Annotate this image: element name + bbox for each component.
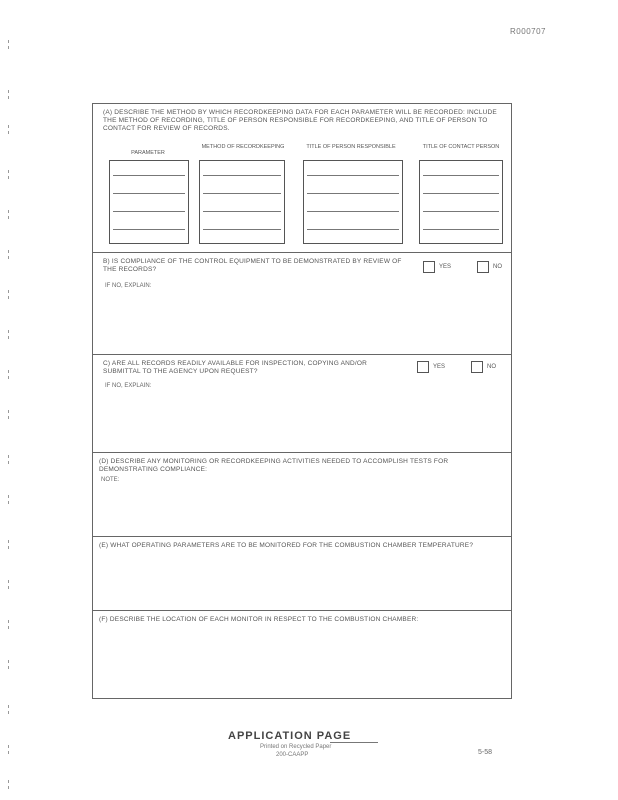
explain-label: IF NO, EXPLAIN: — [105, 283, 152, 289]
yes-option[interactable] — [423, 261, 451, 273]
section-monitoring-activities — [93, 452, 511, 537]
punch-mark — [8, 780, 12, 789]
section-monitor-location — [93, 610, 511, 700]
punch-mark — [8, 370, 12, 379]
punch-mark — [8, 745, 12, 754]
page-number: 5-58 — [478, 749, 493, 756]
section-recordkeeping-method — [93, 104, 511, 252]
punch-mark — [8, 90, 12, 99]
punch-mark — [8, 540, 12, 549]
question-c-text: C) ARE ALL RECORDS READILY AVAILABLE FOR INSPECTION, COPYING AND/OR SUBMITTAL TO THE AGENCY UPON REQUEST? — [103, 360, 368, 375]
explain-label: IF NO, EXPLAIN: — [105, 383, 152, 389]
yes-label: YES — [433, 364, 446, 370]
no-option[interactable] — [471, 361, 496, 373]
punch-mark — [8, 290, 12, 299]
yes-checkbox[interactable] — [417, 361, 429, 373]
column-responsible[interactable] — [303, 160, 403, 244]
punch-mark — [8, 660, 12, 669]
application-page-title: APPLICATION PAGE — [228, 730, 352, 742]
question-b-text: B) IS COMPLIANCE OF THE CONTROL EQUIPMENT TO BE DEMONSTRATED BY REVIEW OF THE RECORDS? — [103, 258, 402, 273]
footer-rule — [330, 742, 378, 743]
punch-mark — [8, 210, 12, 219]
no-checkbox[interactable] — [477, 261, 489, 273]
punch-mark — [8, 330, 12, 339]
section-compliance-review — [93, 252, 511, 355]
yes-label: YES — [439, 264, 452, 270]
column-parameter[interactable] — [109, 160, 189, 244]
no-label: NO — [493, 264, 502, 270]
question-e-text: (E) WHAT OPERATING PARAMETERS ARE TO BE MONITORED FOR THE COMBUSTION CHAMBER TEMPERATURE? — [99, 542, 474, 549]
question-d-text: (D) DESCRIBE ANY MONITORING OR RECORDKEEPING ACTIVITIES NEEDED TO ACCOMPLISH TESTS FOR DEMONSTRATING COMPLIANCE: — [99, 458, 449, 473]
question-a-text: (A) DESCRIBE THE METHOD BY WHICH RECORDKEEPING DATA FOR EACH PARAMETER WILL BE RECORDED: INCLUDE THE METHOD OF RECORDING, TITLE OF PERSON RESPONSIBLE FOR RECORDKEEPING, AND TITLE OF PERSON TO CONTACT FOR REVIEW OF RECORDS. — [103, 109, 497, 132]
punch-mark — [8, 250, 12, 259]
section-records-available — [93, 354, 511, 453]
column-contact[interactable] — [419, 160, 503, 244]
punch-mark — [8, 40, 12, 49]
column-header-parameter: PARAMETER — [131, 150, 165, 156]
no-label: NO — [487, 364, 496, 370]
no-option[interactable] — [477, 261, 502, 273]
question-f-text: (F) DESCRIBE THE LOCATION OF EACH MONITOR IN RESPECT TO THE COMBUSTION CHAMBER: — [99, 616, 419, 623]
punch-mark — [8, 170, 12, 179]
no-checkbox[interactable] — [471, 361, 483, 373]
yes-checkbox[interactable] — [423, 261, 435, 273]
column-header-responsible: TITLE OF PERSON RESPONSIBLE — [306, 144, 396, 150]
section-operating-parameters — [93, 536, 511, 611]
column-header-contact: TITLE OF CONTACT PERSON — [422, 144, 500, 150]
note-label: NOTE: — [101, 477, 120, 483]
document-id: R000707 — [510, 27, 546, 36]
column-header-method: METHOD OF RECORDKEEPING — [201, 144, 285, 150]
punch-mark — [8, 620, 12, 629]
form-code: 200-CAAPP — [276, 752, 309, 758]
punch-mark — [8, 455, 12, 464]
punch-mark — [8, 705, 12, 714]
punch-mark — [8, 125, 12, 134]
yes-option[interactable] — [417, 361, 445, 373]
column-method[interactable] — [199, 160, 285, 244]
punch-mark — [8, 410, 12, 419]
application-form — [92, 103, 512, 699]
punch-mark — [8, 580, 12, 589]
printed-note: Printed on Recycled Paper — [260, 744, 332, 750]
punch-mark — [8, 495, 12, 504]
